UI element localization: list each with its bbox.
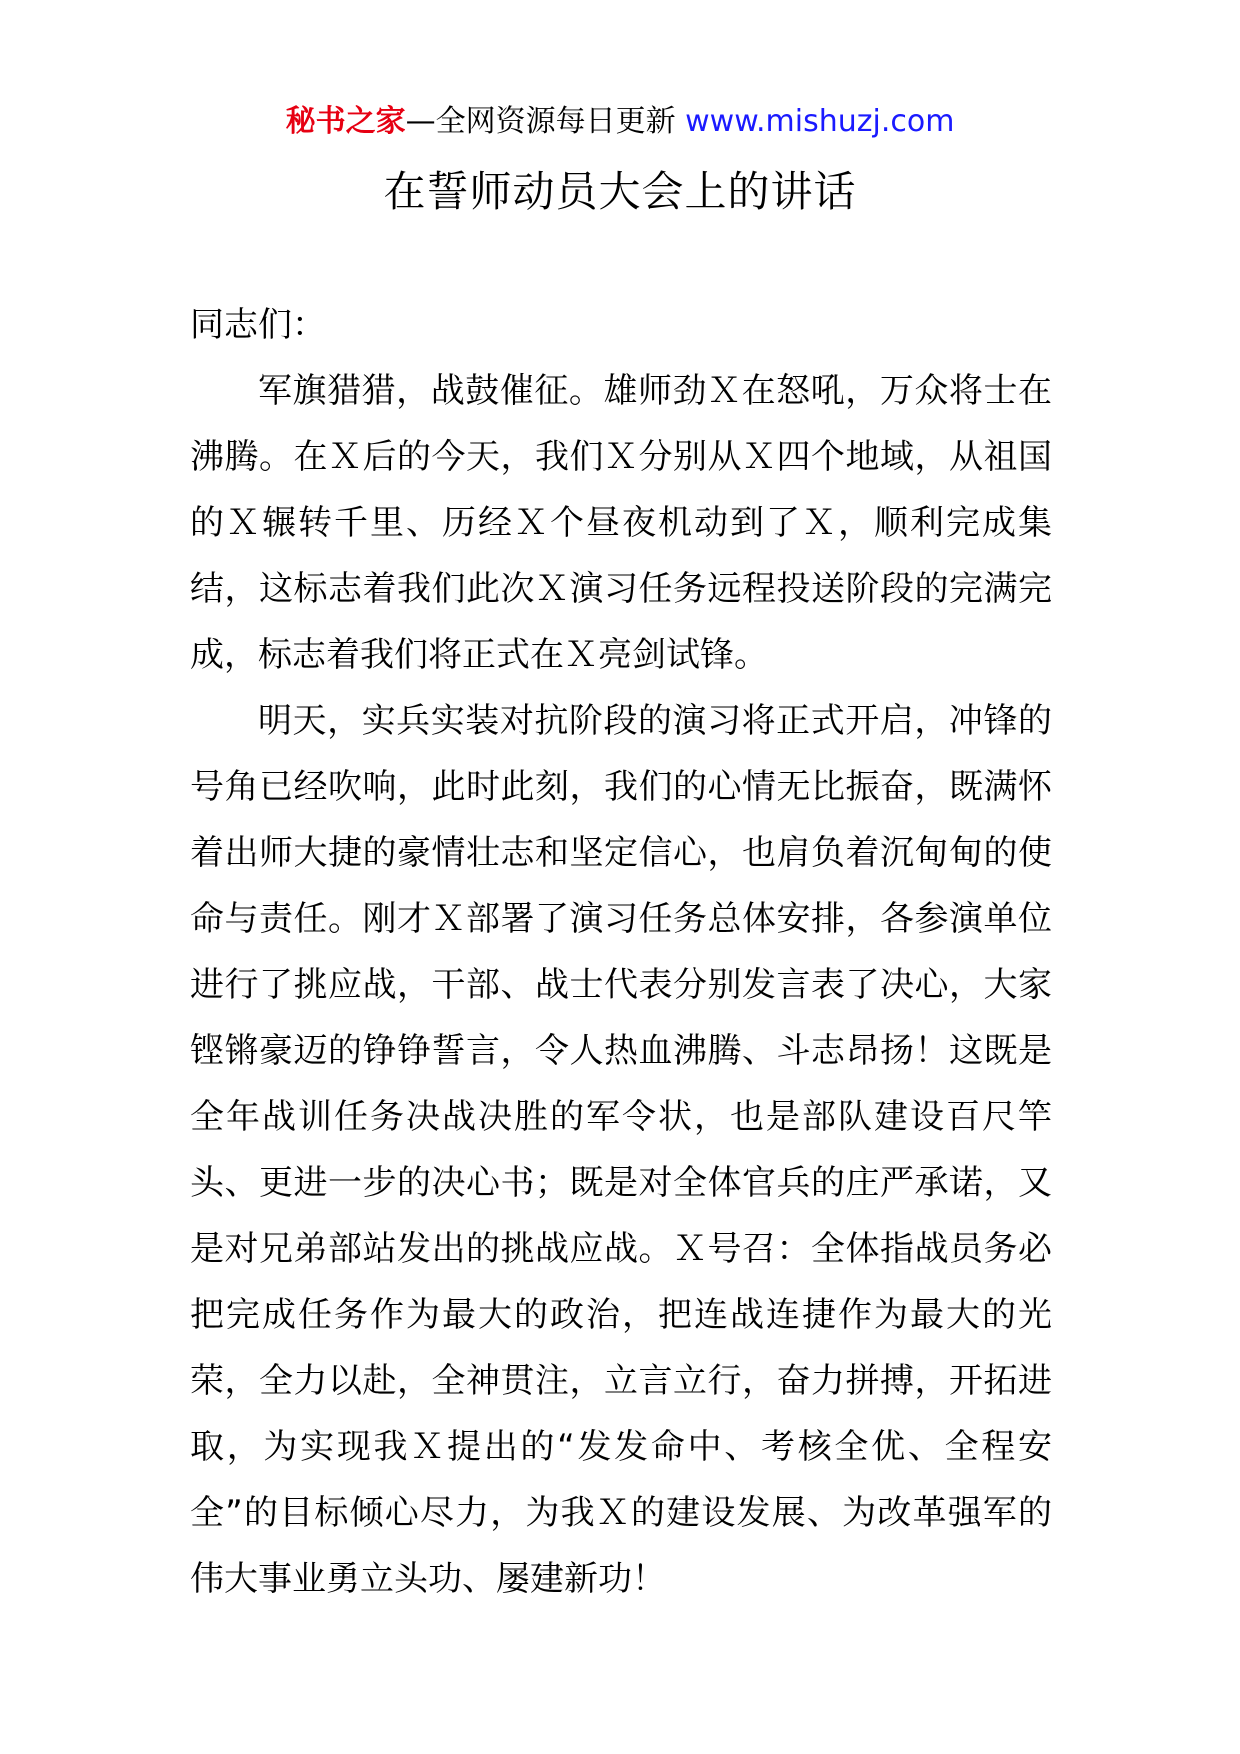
header-slogan: —全网资源每日更新 bbox=[405, 104, 686, 139]
brand-name: 秘书之家 bbox=[285, 104, 406, 139]
salutation: 同志们： bbox=[190, 305, 326, 345]
paragraph-2: 明天，实兵实装对抗阶段的演习将正式开启，冲锋的号角已经吹响，此时此刻，我们的心情无比振奋，既满怀着出师大捷的豪情壮志和坚定信心，也肩负着沉甸甸的使命与责任。刚才Ｘ部署了演习任务总体安排，各参演单位进行了挑应战，干部、战士代表分别发言表了决心，大家铿锵豪迈的铮铮誓言，令人热血沸腾、斗志昂扬！这既是全年战训任务决战决胜的军令状，也是部队建设百尺竿头、更进一步的决心书；既是对全体官兵的庄严承诺，又是对兄弟部站发出的挑战应战。Ｘ号召：全体指战员务必把完成任务作为最大的政治，把连战连捷作为最大的光荣，全力以赴，全神贯注，立言立行，奋力拼搏，开拓进取，为实现我Ｘ提出的“发发命中、考核全优、全程安全”的目标倾心尽力，为我Ｘ的建设发展、为改革强军的伟大事业勇立头功、屡建新功！ bbox=[190, 701, 1052, 1599]
site-header bbox=[0, 98, 1240, 146]
site-url-link[interactable]: www.mishuzj.com bbox=[685, 104, 955, 139]
paragraph-1: 军旗猎猎，战鼓催征。雄师劲Ｘ在怒吼，万众将士在沸腾。在Ｘ后的今天，我们Ｘ分别从Ｘ四个地域，从祖国的Ｘ辗转千里、历经Ｘ个昼夜机动到了Ｘ，顺利完成集结，这标志着我们此次Ｘ演习任务远程投送阶段的完满完成，标志着我们将正式在Ｘ亮剑试锋。 bbox=[190, 371, 1052, 675]
document-title: 在誓师动员大会上的讲话 bbox=[383, 167, 857, 216]
document-body bbox=[190, 292, 1052, 1612]
